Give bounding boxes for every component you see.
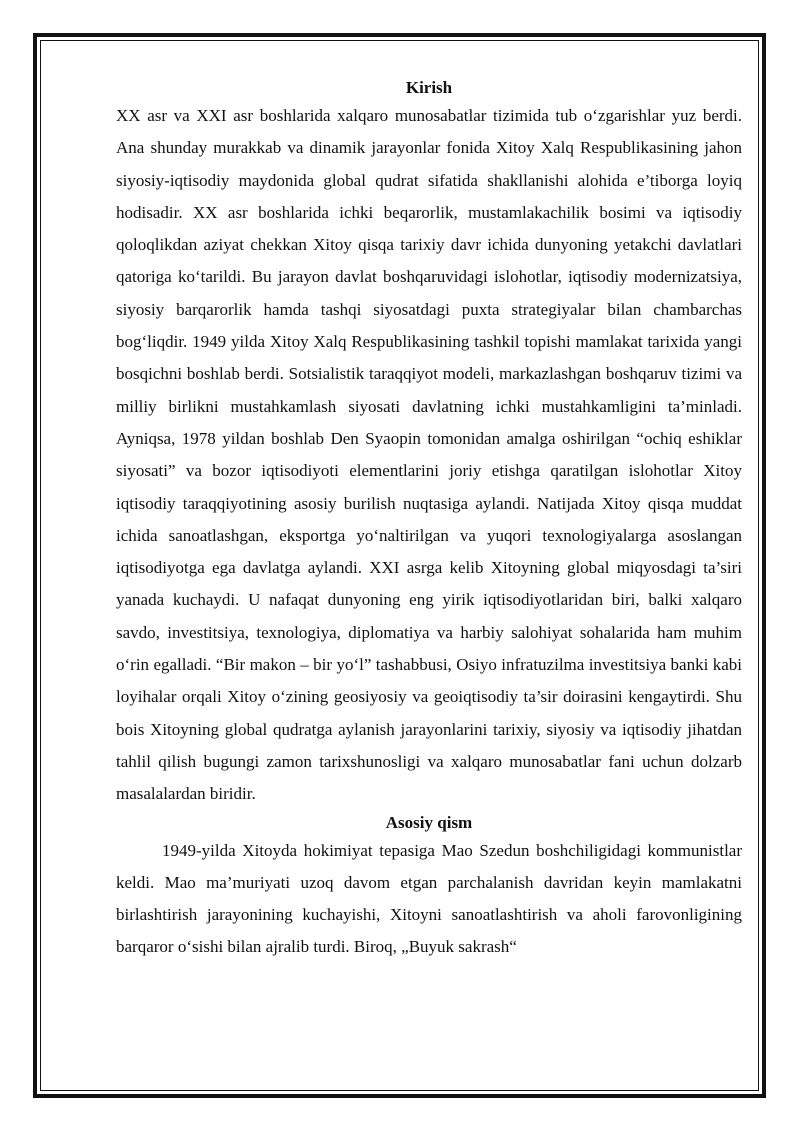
main-paragraph: 1949-yilda Xitoyda hokimiyat tepasiga Mao Szedun boshchiligidagi kommunistlar keldi. Mao ma’muriyati uzoq davom etgan parchalanish davridan keyin mamlakatni birlashtirish jarayonining kuchayishi, Xitoyni sanoatlashtirish va aholi farovonligining barqaror o‘sishi bilan ajralib turdi. Biroq, „Buyuk sakrash“: [116, 840, 742, 957]
document-body: [116, 76, 742, 964]
intro-paragraph: XX asr va XXI asr boshlarida xalqaro munosabatlar tizimida tub o‘zgarishlar yuz berdi. Ana shunday murakkab va dinamik jarayonlar fonida Xitoy Xalq Respublikasining jahon siyosiy-iqtisodiy maydonida global qudrat sifatida shakllanishi alohida e’tiborga loyiq hodisadir. XX asr boshlarida ichki beqarorlik, mustamlakachilik bosimi va iqtisodiy qoloqlikdan aziyat chekkan Xitoy qisqa tarixiy davr ichida dunyoning yetakchi davlatlari qatoriga ko‘tarildi. Bu jarayon davlat boshqaruvidagi islohotlar, iqtisodiy modernizatsiya, siyosiy barqarorlik hamda tashqi siyosatdagi puxta strategiyalar bilan chambarchas bog‘liqdir. 1949 yilda Xitoy Xalq Respublikasining tashkil topishi mamlakat tarixida yangi bosqichni boshlab berdi. Sotsialistik taraqqiyot modeli, markazlashgan boshqaruv tizimi va milliy birlikni mustahkamlash siyosati davlatning ichki mustahkamligini ta’minladi. Ayniqsa, 1978 yildan boshlab Den Syaopin tomonidan amalga oshirilgan “ochiq eshiklar siyosati” va bozor iqtisodiyoti elementlarini joriy etishga qaratilgan islohotlar Xitoy iqtisodiy taraqqiyotining asosiy burilish nuqtasiga aylandi. Natijada Xitoy qisqa muddat ichida sanoatlashgan, eksportga yo‘naltirilgan va yuqori texnologiyalarga asoslangan iqtisodiyotga ega davlatga aylandi. XXI asrga kelib Xitoyning global miqyosdagi ta’siri yanada kuchaydi. U nafaqat dunyoning eng yirik iqtisodiyotlaridan biri, balki xalqaro savdo, investitsiya, texnologiya, diplomatiya va harbiy salohiyat sohalarida ham muhim o‘rin egalladi. “Bir makon – bir yo‘l” tashabbusi, Osiyo infratuzilma investitsiya banki kabi loyihalar orqali Xitoy o‘zining geosiyosiy va geoiqtisodiy ta’sir doirasini kengaytirdi. Shu bois Xitoyning global qudratga aylanish jarayonlarini tarixiy, siyosiy va iqtisodiy jihatdan tahlil qilish bugungi zamon tarixshunosligi va xalqaro munosabatlar fani uchun dolzarb masalalardan biridir.: [116, 106, 742, 804]
main-heading: Asosiy qism: [385, 812, 473, 832]
intro-heading: Kirish: [405, 78, 453, 97]
